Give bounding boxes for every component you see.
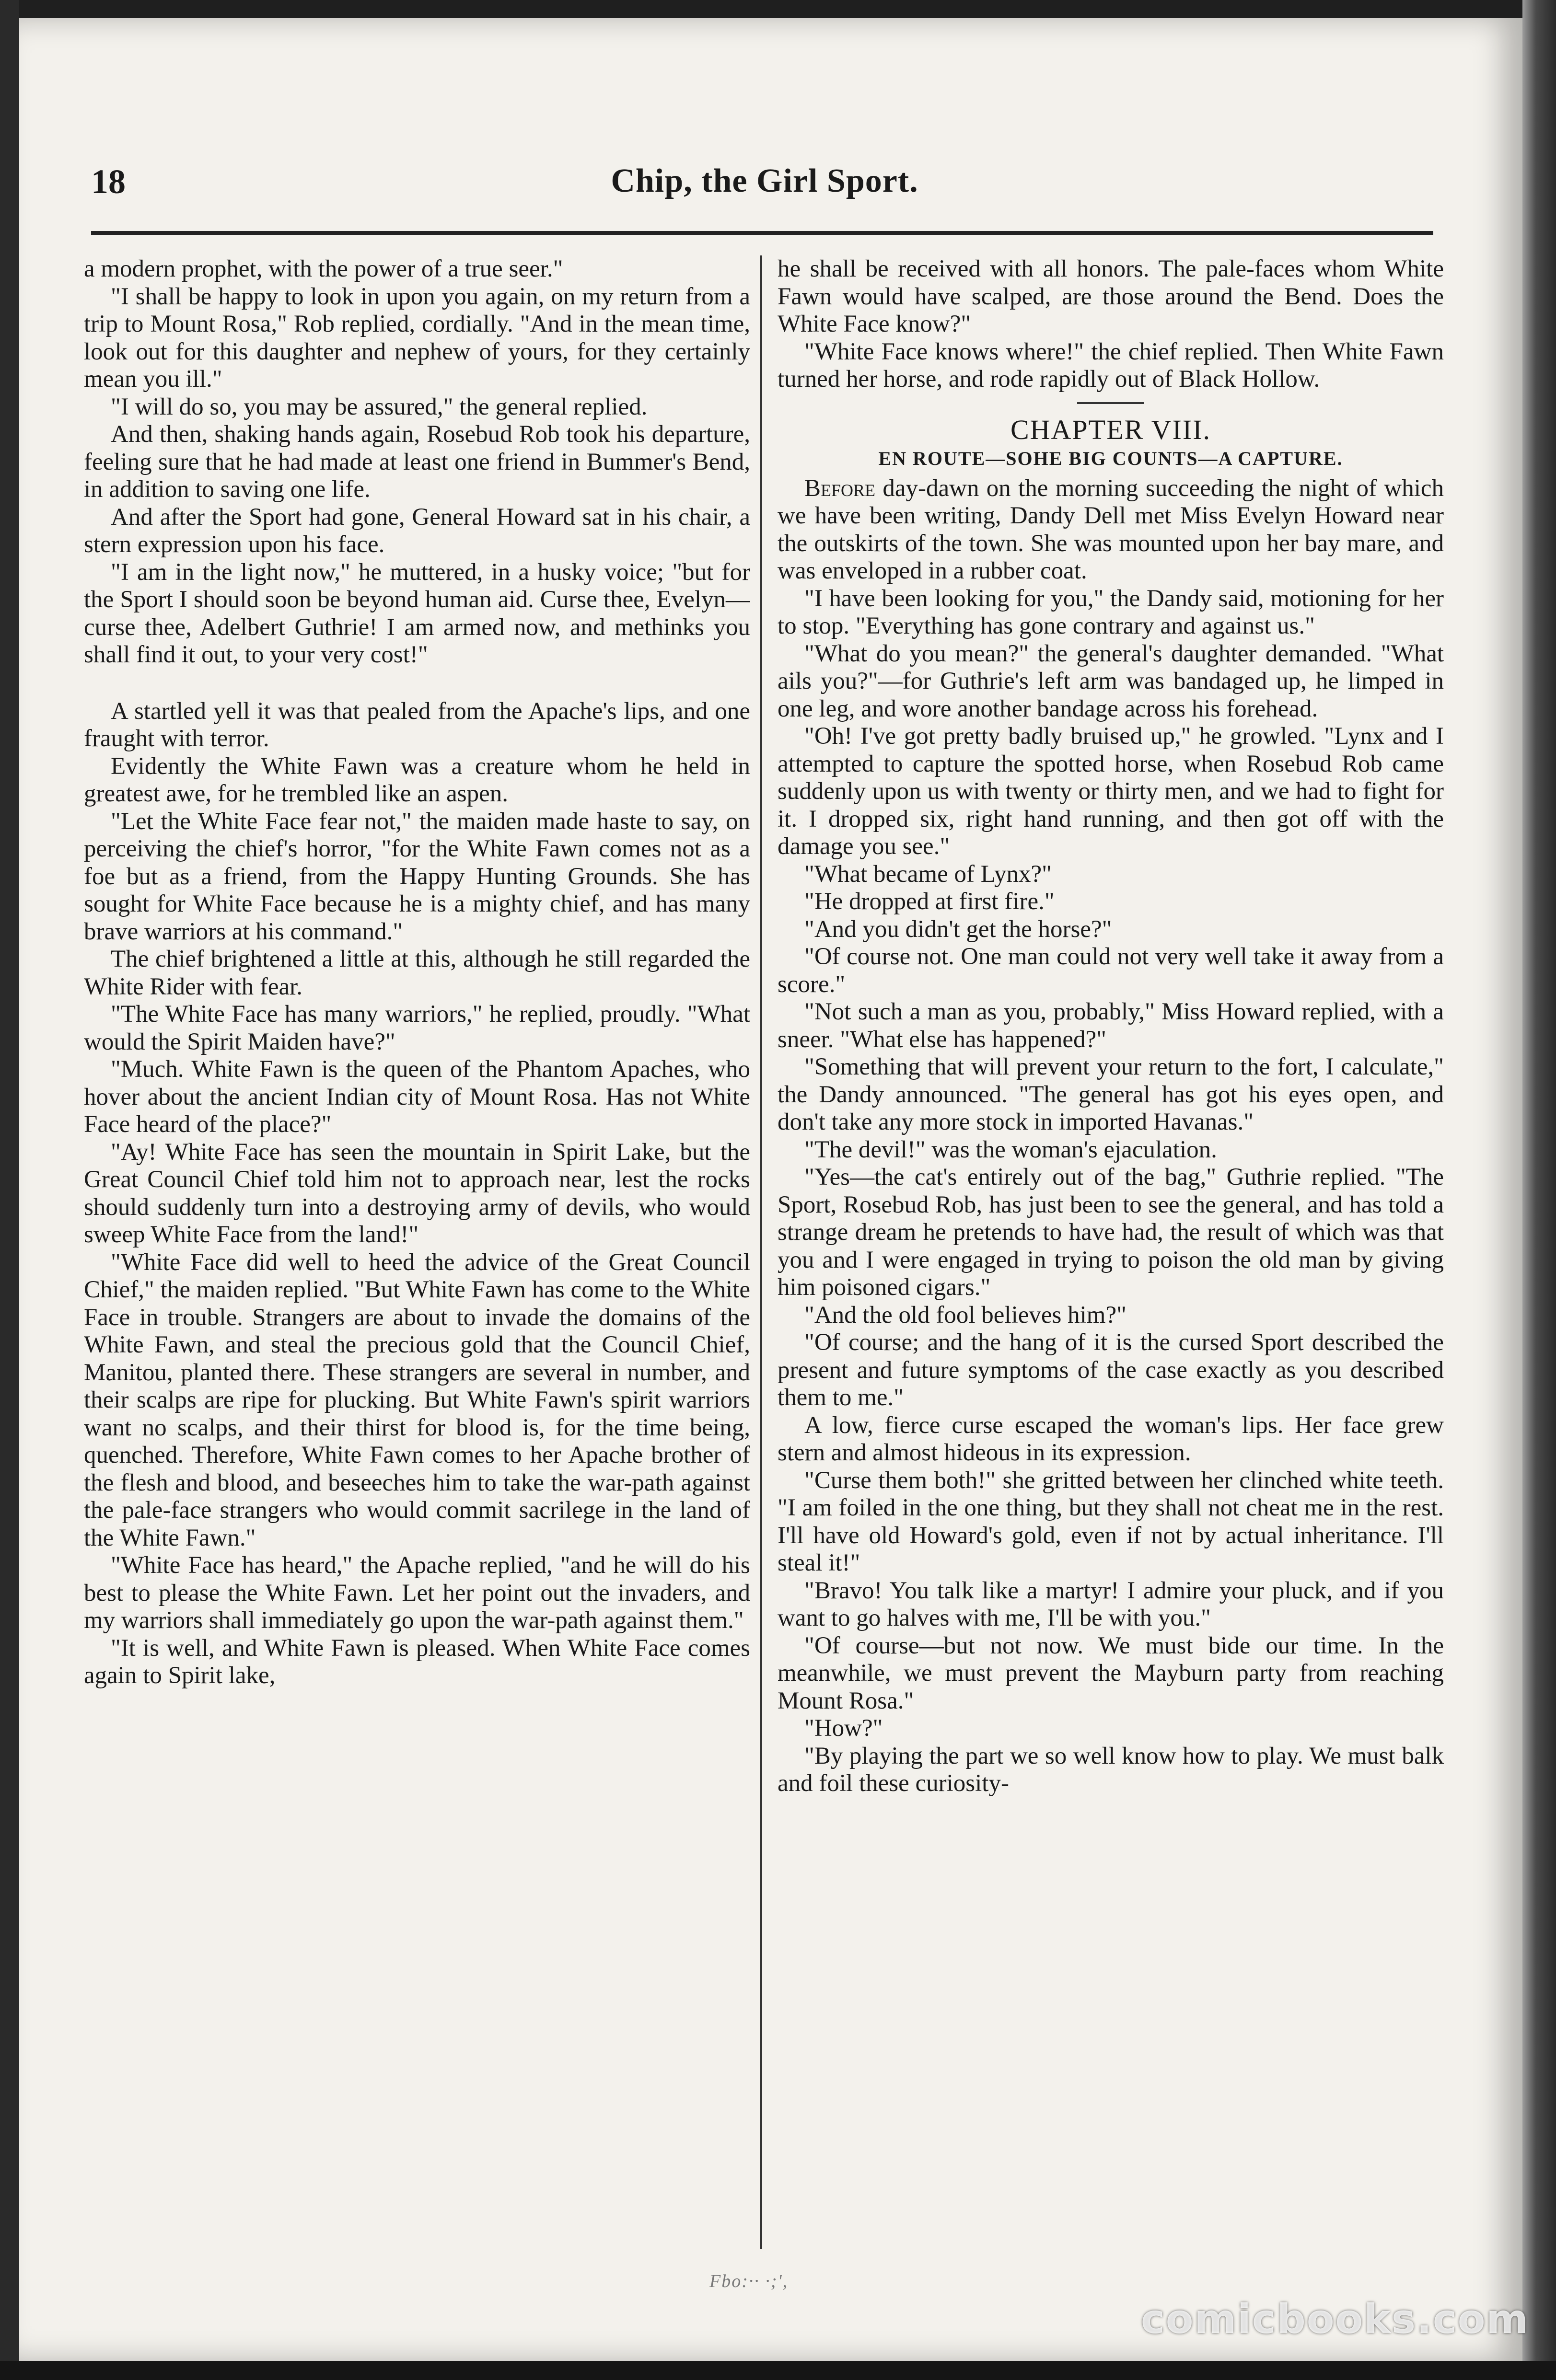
section-rule [1077, 402, 1144, 404]
paragraph: "Oh! I've got pretty badly bruised up," he growled. "Lynx and I attempted to capture the spotted horse, when Rosebud Rob came suddenly upon us with twenty or thirty men, and we had to fight for it. I dropped six, right hand running, and then got off with the damage you see." [778, 723, 1444, 860]
page-number: 18 [91, 162, 126, 201]
paragraph: "I will do so, you may be assured," the general replied. [111, 393, 648, 420]
paragraph: "And the old fool believes him?" [804, 1301, 1126, 1329]
paragraph: "I am in the light now," he muttered, in a husky voice; "but for the Sport I should soon be beyond human aid. Curse thee, Evelyn—curse thee, Adelbert Guthrie! I am armed now, and methinks you shall find it out, to your very cost!" [84, 558, 750, 668]
paragraph: Evidently the White Fawn was a creature whom he held in greatest awe, for he trembled like an aspen. [84, 752, 750, 807]
paragraph: "And you didn't get the horse?" [804, 915, 1112, 943]
chapter-subtitle: EN ROUTE—SOHE BIG COUNTS—A CAPTURE. [878, 447, 1343, 469]
scan-border-bottom [0, 2361, 1556, 2380]
site-watermark: comicbooks.com [1141, 2296, 1529, 2343]
paragraph: "I shall be happy to look in upon you again, on my return from a trip to Mount Rosa," Rob replied, cordially. "And in the mean time, look out for this daughter and nephew of yours, for they certainly mean you ill." [84, 283, 750, 393]
paragraph: "White Face did well to heed the advice of the Great Council Chief," the maiden replied. "But White Fawn has come to the White Face in trouble. Strangers are about to invade the domains of the White Fawn, and steal the precious gold that the Council Chief, Manitou, planted there. These strangers are several in number, and their scalps are ripe for plucking. But White Fawn's spirit warriors want no scalps, and their thirst for blood is, for the time being, quenched. Therefore, White Fawn comes to her Apache brother of the flesh and blood, and beseeches him to take the war-path against the pale-face strangers who would commit sacrilege in the land of the White Fawn." [84, 1248, 750, 1551]
page-header [91, 162, 1438, 220]
book-page [19, 18, 1522, 2361]
right-column [778, 255, 1444, 2249]
header-rule [91, 231, 1433, 235]
column-divider [760, 255, 762, 2249]
paragraph: A startled yell it was that pealed from the Apache's lips, and one fraught with terror. [84, 697, 750, 752]
paragraph: "Bravo! You talk like a martyr! I admire your pluck, and if you want to go halves with me, I'll be with you." [778, 1577, 1444, 1631]
paragraph: "Yes—the cat's entirely out of the bag," Guthrie replied. "The Sport, Rosebud Rob, has just been to see the general, and has told a strange dream he pretends to have had, the result of which was that you and I were engaged in trying to poison the old man by giving him poisoned cigars." [778, 1164, 1444, 1301]
scan-border-left [0, 0, 19, 2380]
paragraph: "By playing the part we so well know how to play. We must balk and foil these curiosity- [778, 1742, 1444, 1797]
paragraph: "Not such a man as you, probably," Miss Howard replied, with a sneer. "What else has happened?" [778, 998, 1444, 1053]
paragraph: The chief brightened a little at this, although he still regarded the White Rider with fear. [84, 946, 750, 1000]
paragraph: he shall be received with all honors. The pale-faces whom White Fawn would have scalped, are those around the Bend. Does the White Face know?" [778, 255, 1444, 337]
paragraph: "How?" [804, 1715, 883, 1742]
paragraph: a modern prophet, with the power of a true seer." [84, 255, 563, 282]
paragraph: "What do you mean?" the general's daughter demanded. "What ails you?"—for Guthrie's left arm was bandaged up, he limped in one leg, and wore another bandage across his forehead. [778, 640, 1444, 722]
paragraph: "I have been looking for you," the Dandy said, motioning for her to stop. "Everything has gone contrary and against us." [778, 585, 1444, 639]
paragraph: "The White Face has many warriors," he replied, proudly. "What would the Spirit Maiden have?" [84, 1001, 750, 1055]
lead-text: day-dawn on the morning succeeding the night of which we have been writing, Dandy Dell met Miss Evelyn Howard near the outskirts of the town. She was mounted upon her bay mare, and was enveloped in a rubber coat. [778, 474, 1444, 584]
paragraph: "Something that will prevent your return to the fort, I calculate," the Dandy announced. "The general has got his eyes open, and don't take any more stock in imported Havanas." [778, 1053, 1444, 1135]
left-column [84, 255, 750, 2249]
paragraph: "Of course—but not now. We must bide our time. In the meanwhile, we must prevent the Mayburn party from reaching Mount Rosa." [778, 1632, 1444, 1714]
scan-border-right [1522, 0, 1556, 2380]
footer-printer-mark: Fbo:·· ·;', [709, 2271, 789, 2291]
paragraph: A low, fierce curse escaped the woman's lips. Her face grew stern and almost hideous in its expression. [778, 1411, 1444, 1466]
paragraph: "Ay! White Face has seen the mountain in Spirit Lake, but the Great Council Chief told him not to approach near, lest the rocks should suddenly turn into a destroying army of devils, who would sweep White Face from the land!" [84, 1138, 750, 1248]
running-title: Chip, the Girl Sport. [611, 162, 918, 199]
paragraph: "White Face has heard," the Apache replied, "and he will do his best to please the White Fawn. Let her point out the invaders, and my warriors shall immediately go upon the war-path against them." [84, 1552, 750, 1634]
chapter-title: CHAPTER VIII. [1010, 414, 1211, 445]
paragraph: And after the Sport had gone, General Howard sat in his chair, a stern expression upon his face. [84, 503, 750, 558]
paragraph: "White Face knows where!" the chief replied. Then White Fawn turned her horse, and rode rapidly out of Black Hollow. [778, 338, 1444, 393]
paragraph: "The devil!" was the woman's ejaculation. [804, 1136, 1217, 1163]
paragraph: "Curse them both!" she gritted between her clinched white teeth. "I am foiled in the one thing, but they shall not cheat me in the rest. I'll have old Howard's gold, even if not by actual inheritance. I'll steal it!" [778, 1467, 1444, 1576]
paragraph: "Of course not. One man could not very well take it away from a score." [778, 943, 1444, 998]
paragraph: "Let the White Face fear not," the maiden made haste to say, on perceiving the chief's horror, "for the White Fawn comes not as a foe but as a friend, from the Happy Hunting Grounds. She has sought for White Face because he is a mighty chief, and has many brave warriors at his command." [84, 808, 750, 945]
chapter-opening-paragraph [778, 475, 1444, 585]
paragraph: "Of course; and the hang of it is the cursed Sport described the present and future symptoms of the case exactly as you described them to me." [778, 1329, 1444, 1411]
lead-word: Before [804, 474, 876, 502]
paragraph: "It is well, and White Fawn is pleased. When White Face comes again to Spirit lake, [84, 1634, 750, 1689]
paragraph: "What became of Lynx?" [804, 860, 1052, 888]
paragraph: And then, shaking hands again, Rosebud Rob took his departure, feeling sure that he had made at least one friend in Bummer's Bend, in addition to saving one life. [84, 421, 750, 503]
paragraph: "He dropped at first fire." [804, 888, 1055, 915]
paragraph: "Much. White Fawn is the queen of the Phantom Apaches, who hover about the ancient Indian city of Mount Rosa. Has not White Face heard of the place?" [84, 1056, 750, 1138]
